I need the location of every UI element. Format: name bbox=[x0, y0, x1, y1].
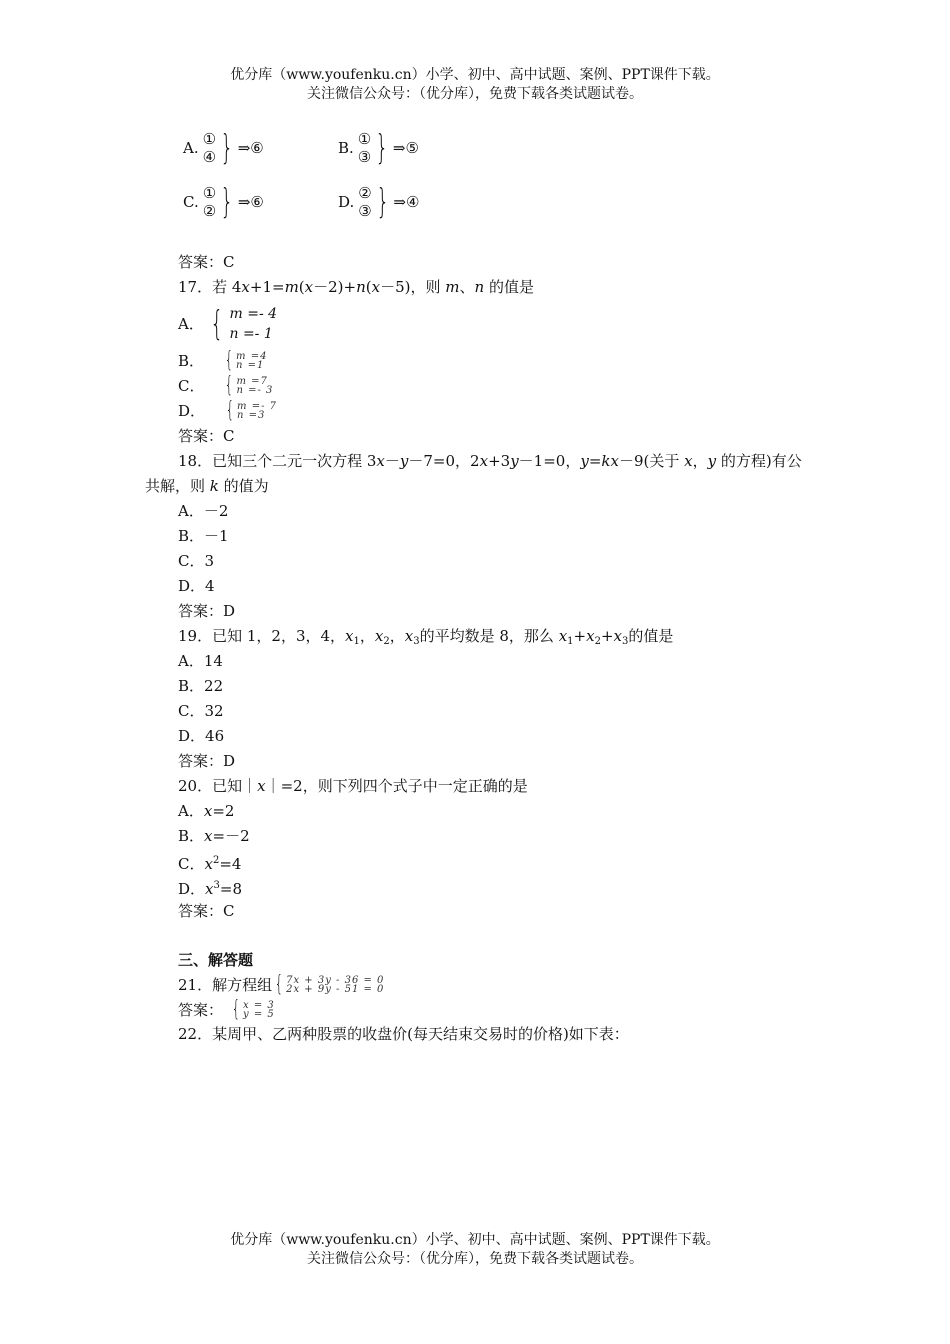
circled-number: ② bbox=[202, 202, 217, 220]
equation-line: 2x + 9y - 51 = 0 bbox=[286, 984, 385, 995]
circled-number: ④ bbox=[405, 193, 420, 211]
text: = bbox=[588, 452, 602, 470]
var: x bbox=[204, 827, 213, 845]
section-title: 三、解答题 bbox=[178, 951, 254, 969]
page-header-line-1: 优分库（www.youfenku.cn）小学、初中、高中试题、案例、PPT课件下载。 bbox=[230, 67, 720, 83]
q17-option-d bbox=[178, 400, 277, 422]
q18-answer: 答案：D bbox=[178, 602, 236, 620]
text: ｜=2，则下列四个式子中一定正确的是 bbox=[265, 777, 528, 795]
option-label: A． bbox=[178, 802, 204, 820]
text: ( bbox=[298, 278, 305, 296]
text: 若 4 bbox=[212, 278, 242, 296]
equation-line: n =1 bbox=[236, 360, 265, 371]
q17-option-b bbox=[178, 350, 267, 372]
text: 共解，则 bbox=[145, 477, 210, 495]
circled-number: ① bbox=[202, 130, 217, 148]
text: 已知三个二元一次方程 3 bbox=[212, 452, 377, 470]
text: =4 bbox=[219, 855, 242, 873]
question-number: 21． bbox=[178, 976, 213, 994]
implies-arrow: ⇒ bbox=[237, 139, 251, 157]
page-header-line-2: 关注微信公众号：（优分库），免费下载各类试题试卷。 bbox=[307, 86, 643, 102]
q17-stem bbox=[178, 277, 534, 297]
text: =－2 bbox=[212, 827, 250, 845]
var: m bbox=[445, 278, 460, 296]
var: x bbox=[304, 278, 314, 296]
question-number: 18． bbox=[178, 452, 213, 470]
text: 的值为 bbox=[218, 477, 269, 495]
option-label: D. bbox=[338, 193, 355, 211]
text: + bbox=[573, 627, 587, 645]
circled-number: ② bbox=[358, 184, 372, 202]
var: x bbox=[205, 880, 214, 898]
equation-line: n =- 3 bbox=[236, 385, 274, 396]
text: －1=0， bbox=[518, 452, 581, 470]
option-label: C. bbox=[183, 193, 199, 211]
var: x bbox=[404, 627, 414, 645]
circled-number: ③ bbox=[357, 148, 372, 166]
text: +3 bbox=[488, 452, 511, 470]
q20-answer: 答案：C bbox=[178, 902, 235, 920]
var: m bbox=[284, 278, 299, 296]
q19-stem bbox=[178, 626, 673, 652]
text: 已知｜ bbox=[212, 777, 258, 795]
var: x bbox=[345, 627, 354, 645]
text: －2)+ bbox=[313, 278, 357, 296]
text: 的值是 bbox=[628, 627, 674, 645]
var: x bbox=[204, 855, 213, 873]
q17-option-a bbox=[178, 304, 277, 344]
q18-option-a: A．－2 bbox=[178, 502, 229, 520]
left-brace-icon: { bbox=[224, 348, 234, 373]
q22-stem bbox=[178, 1024, 629, 1044]
var: y bbox=[707, 452, 717, 470]
q20-option-b bbox=[178, 826, 250, 846]
text: －7=0，2 bbox=[408, 452, 480, 470]
equation-line: 7x + 3y - 36 = 0 bbox=[286, 975, 385, 986]
text: 的平均数是 8，那么 bbox=[419, 627, 559, 645]
implies-arrow: ⇒ bbox=[237, 193, 251, 211]
right-brace-icon: } bbox=[220, 128, 234, 168]
var: n bbox=[474, 278, 485, 296]
answer-label: 答案： bbox=[178, 1001, 224, 1019]
equation-line: y = 5 bbox=[243, 1009, 275, 1020]
var: n bbox=[356, 278, 366, 296]
option-label: A． bbox=[178, 315, 204, 333]
q16-option-d bbox=[338, 184, 419, 220]
superscript: 3 bbox=[213, 880, 220, 891]
subscript: 2 bbox=[594, 636, 601, 647]
page-footer-line-1: 优分库（www.youfenku.cn）小学、初中、高中试题、案例、PPT课件下载。 bbox=[230, 1232, 720, 1248]
subscript: 3 bbox=[413, 636, 420, 647]
circled-number: ① bbox=[202, 184, 217, 202]
text: －9(关于 bbox=[618, 452, 685, 470]
question-number: 19． bbox=[178, 627, 213, 645]
q18-option-c: C．3 bbox=[178, 552, 215, 570]
var: x bbox=[613, 627, 623, 645]
option-label: B． bbox=[178, 352, 205, 370]
q16-answer: 答案：C bbox=[178, 253, 235, 271]
equation-line: n =- 1 bbox=[229, 326, 273, 342]
var: x bbox=[241, 278, 250, 296]
q20-option-d bbox=[178, 876, 242, 899]
var: x bbox=[586, 627, 595, 645]
equation-line: m =- 7 bbox=[237, 401, 277, 412]
q19-option-c: C．32 bbox=[178, 702, 224, 720]
option-label: B. bbox=[338, 139, 354, 157]
equation-line: x = 3 bbox=[243, 1000, 275, 1011]
text: =8 bbox=[219, 880, 242, 898]
var: x bbox=[684, 452, 693, 470]
text: － bbox=[384, 452, 400, 470]
question-number: 20． bbox=[178, 777, 213, 795]
page-footer-line-2: 关注微信公众号：（优分库），免费下载各类试题试卷。 bbox=[307, 1251, 643, 1267]
circled-number: ⑤ bbox=[405, 139, 419, 157]
q20-option-a bbox=[178, 801, 234, 821]
left-brace-icon: { bbox=[210, 304, 224, 344]
q19-option-b: B．22 bbox=[178, 677, 224, 695]
question-number: 22． bbox=[178, 1025, 213, 1043]
var: y bbox=[399, 452, 409, 470]
var: k bbox=[209, 477, 219, 495]
text: 的值是 bbox=[484, 278, 534, 296]
option-label: D． bbox=[178, 402, 206, 420]
option-label: A. bbox=[183, 139, 199, 157]
q18-stem-line-2 bbox=[145, 476, 269, 496]
text: =2 bbox=[212, 802, 235, 820]
q20-stem bbox=[178, 776, 528, 796]
circled-number: ① bbox=[357, 130, 372, 148]
option-label: B． bbox=[178, 827, 205, 845]
q18-stem-line-1 bbox=[178, 451, 802, 471]
subscript: 1 bbox=[353, 636, 360, 647]
q21-answer bbox=[178, 999, 275, 1021]
text: 的方程)有公 bbox=[716, 452, 802, 470]
subscript: 3 bbox=[622, 636, 629, 647]
circled-number: ④ bbox=[202, 148, 217, 166]
circled-number: ⑥ bbox=[250, 139, 264, 157]
right-brace-icon: } bbox=[220, 182, 234, 222]
text: 、 bbox=[459, 278, 475, 296]
circled-number: ③ bbox=[358, 202, 372, 220]
left-brace-icon: { bbox=[274, 972, 284, 997]
q16-option-b bbox=[338, 130, 419, 166]
text: 某周甲、乙两种股票的收盘价(每天结束交易时的价格)如下表： bbox=[212, 1025, 629, 1043]
equation-line: n =3 bbox=[237, 410, 266, 421]
var: x bbox=[371, 278, 381, 296]
var: x bbox=[203, 802, 213, 820]
text: +1= bbox=[249, 278, 285, 296]
left-brace-icon: { bbox=[225, 398, 235, 423]
equation-line: m =7 bbox=[236, 376, 268, 387]
text: ， bbox=[359, 627, 375, 645]
subscript: 1 bbox=[567, 636, 574, 647]
var: x bbox=[376, 452, 385, 470]
var: x bbox=[257, 777, 266, 795]
q19-answer: 答案：D bbox=[178, 752, 236, 770]
q16-option-c bbox=[183, 184, 264, 220]
var: y bbox=[580, 452, 589, 470]
q18-option-d: D．4 bbox=[178, 577, 215, 595]
var: x bbox=[479, 452, 489, 470]
right-brace-icon: } bbox=[375, 128, 389, 168]
var: y bbox=[510, 452, 519, 470]
text: ， bbox=[389, 627, 405, 645]
var: kx bbox=[601, 452, 619, 470]
implies-arrow: ⇒ bbox=[392, 139, 406, 157]
left-brace-icon: { bbox=[225, 373, 234, 398]
option-label: C． bbox=[178, 377, 205, 395]
var: x bbox=[558, 627, 568, 645]
option-label: D． bbox=[178, 880, 206, 898]
text: 解方程组 bbox=[212, 976, 273, 994]
text: ， bbox=[692, 452, 708, 470]
text: ( bbox=[365, 278, 372, 296]
text: －5)，则 bbox=[380, 278, 446, 296]
q20-option-c bbox=[178, 851, 241, 874]
var: x bbox=[374, 627, 384, 645]
q19-option-d: D．46 bbox=[178, 727, 225, 745]
q16-option-a bbox=[183, 130, 264, 166]
equation-line: m =4 bbox=[236, 351, 268, 362]
q17-answer: 答案：C bbox=[178, 427, 235, 445]
superscript: 2 bbox=[212, 855, 220, 866]
question-number: 17． bbox=[178, 278, 213, 296]
q21-stem bbox=[178, 974, 384, 996]
right-brace-icon: } bbox=[376, 182, 390, 222]
equation-line: m =- 4 bbox=[229, 306, 278, 322]
q18-option-b: B．－1 bbox=[178, 527, 229, 545]
left-brace-icon: { bbox=[231, 997, 241, 1022]
text: 已知 1，2，3，4， bbox=[212, 627, 346, 645]
q19-option-a: A．14 bbox=[178, 652, 223, 670]
subscript: 2 bbox=[383, 636, 390, 647]
text: + bbox=[600, 627, 614, 645]
option-label: C． bbox=[178, 855, 205, 873]
q17-option-c bbox=[178, 375, 273, 397]
circled-number: ⑥ bbox=[250, 193, 264, 211]
implies-arrow: ⇒ bbox=[393, 193, 406, 211]
